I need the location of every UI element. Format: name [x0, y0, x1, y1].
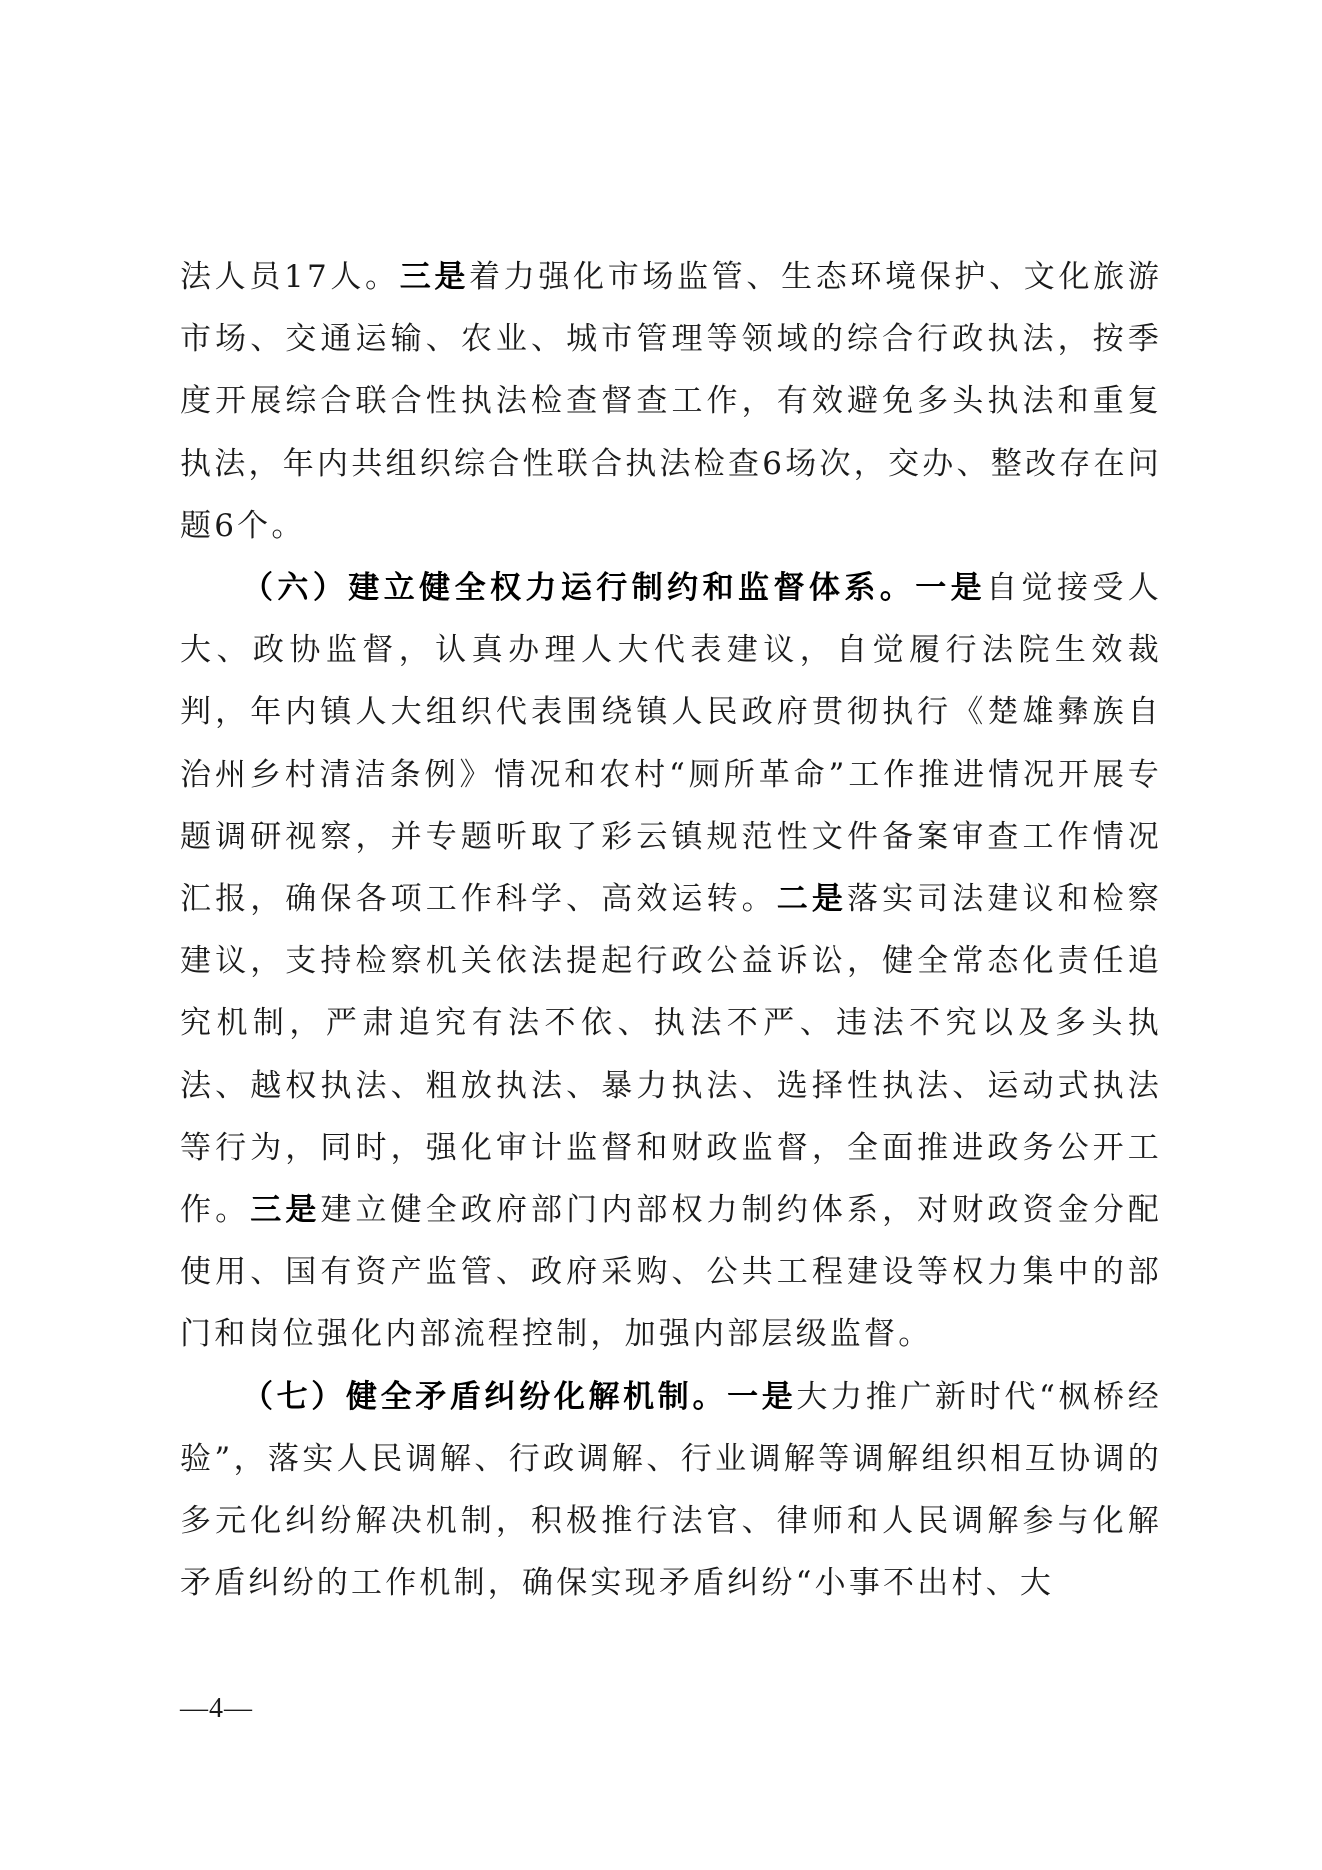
section-heading-6: （六）建立健全权力运行制约和监督体系。 — [242, 570, 916, 607]
page-number: —4— — [180, 1693, 253, 1724]
para2-text-3: 建立健全政府部门内部权力制约体系，对财政资金分配使用、国有资产监管、政府采购、公共工程建设等权力集中的部门和岗位强化内部流程控制，加强内部层级监督。 — [180, 1192, 1162, 1353]
para1-bold-sanshi: 三是 — [399, 259, 470, 295]
para3-bold-yishi: 一是 — [727, 1378, 797, 1415]
para2-text-2: 落实司法建议和检察建议，支持检察机关依法提起行政公益诉讼，健全常态化责任追究机制，严肃追究有法不依、执法不严、违法不究以及多头执法、越权执法、粗放执法、暴力执法、选择性执法、运动式执法等行为，同时，强化审计监督和财政监督，全面推进政务公开工作。 — [180, 881, 1162, 1229]
para1-text-1: 法人员17人。 — [180, 259, 400, 295]
paragraph-2 — [180, 557, 1162, 1366]
para3-text-1: 大力推广新时代“枫桥经验”，落实人民调解、行政调解、行业调解等调解组织相互协调的多元化纠纷解决机制，积极推行法官、律师和人民调解参与化解矛盾纠纷的工作机制，确保实现矛盾纠纷“小事不出村、大 — [180, 1378, 1162, 1602]
para2-bold-ershi: 二是 — [776, 881, 847, 918]
para2-bold-yishi: 一是 — [915, 570, 987, 607]
para2-bold-sanshi: 三是 — [250, 1192, 321, 1229]
document-body — [180, 246, 1162, 1614]
para2-text-1: 自觉接受人大、政协监督，认真办理人大代表建议，自觉履行法院生效裁判，年内镇人大组织代表围绕镇人民政府贯彻执行《楚雄彝族自治州乡村清洁条例》情况和农村“厕所革命”工作推进情况开展专题调研视察，并专题听取了彩云镇规范性文件备案审查工作情况汇报，确保各项工作科学、高效运转。 — [180, 570, 1163, 918]
section-heading-7: （七）健全矛盾纠纷化解机制。 — [242, 1378, 728, 1415]
paragraph-1 — [180, 246, 1162, 557]
para1-text-2: 着力强化市场监管、生态环境保护、文化旅游市场、交通运输、农业、城市管理等领域的综合行政执法，按季度开展综合联合性执法检查督查工作，有效避免多头执法和重复执法，年内共组织综合性联合执法检查6场次，交办、整改存在问题6个。 — [180, 259, 1162, 544]
paragraph-3 — [180, 1366, 1162, 1615]
